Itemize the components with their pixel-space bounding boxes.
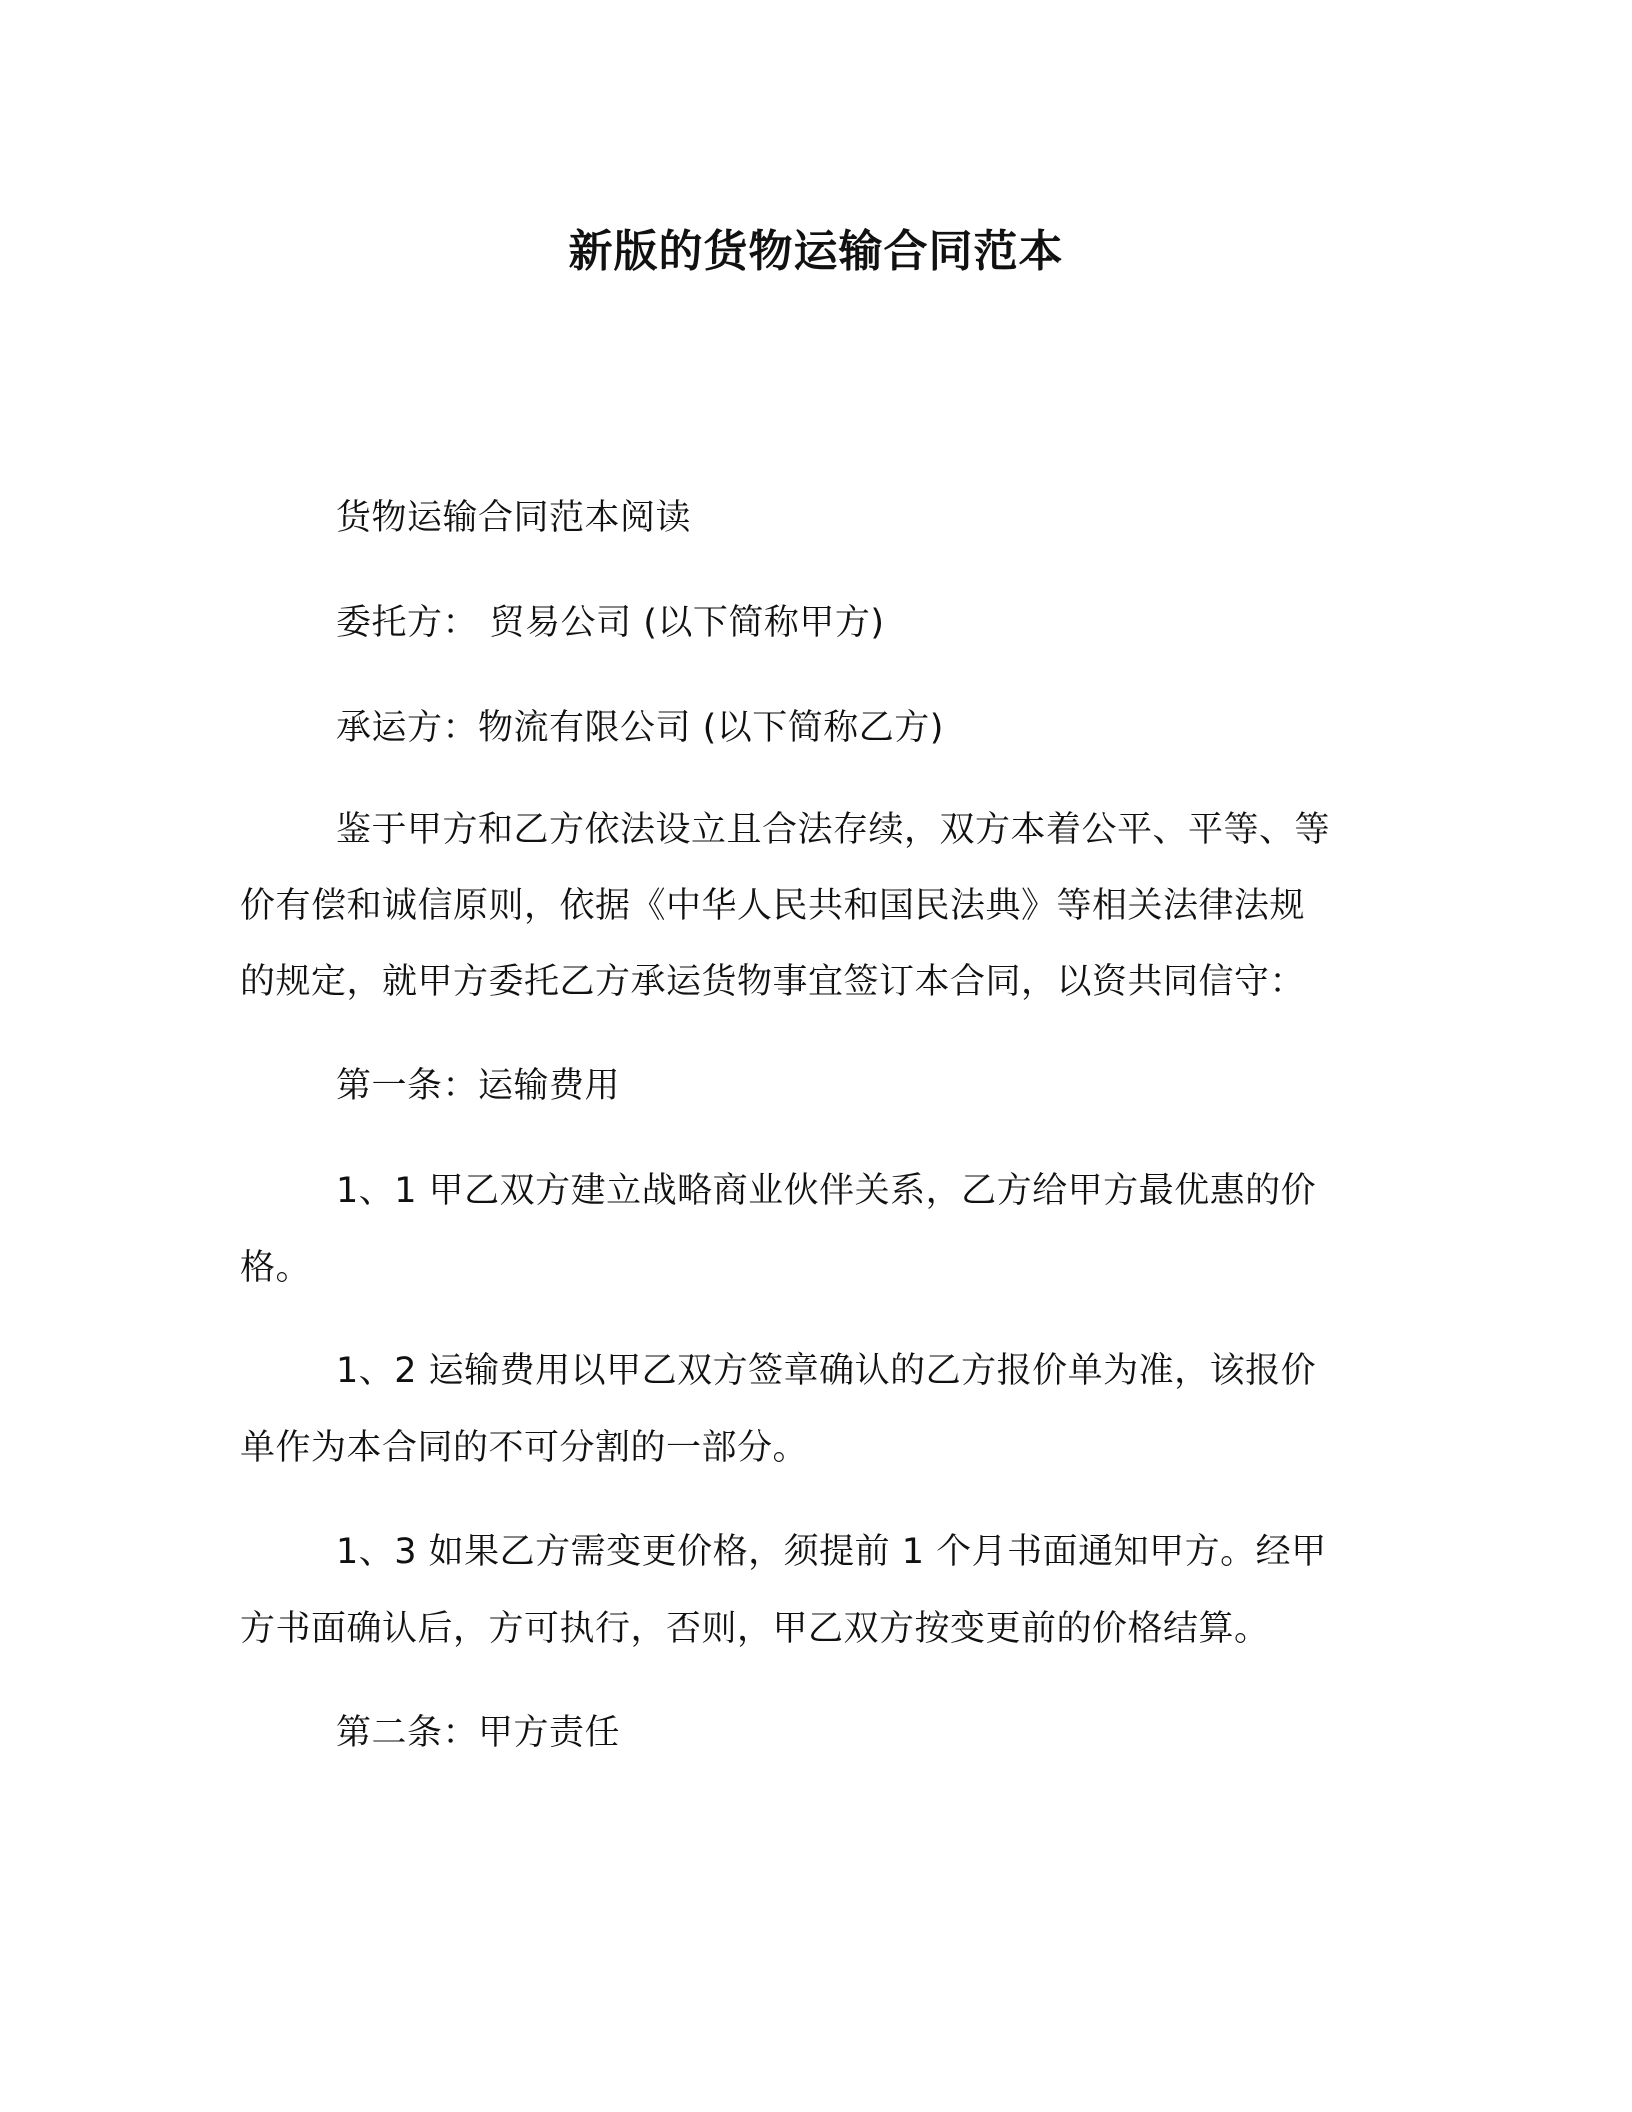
client-line: 委托方： 贸易公司 (以下简称甲方) [336, 603, 885, 643]
clause-1-2-line-2: 单作为本合同的不可分割的一部分。 [240, 1428, 809, 1468]
heading-read: 货物运输合同范本阅读 [336, 498, 692, 538]
carrier-line: 承运方：物流有限公司 (以下简称乙方) [336, 708, 944, 748]
clause-1-3-line-2: 方书面确认后，方可执行，否则，甲乙双方按变更前的价格结算。 [240, 1609, 1270, 1649]
clause-1-1-line-2: 格。 [240, 1248, 312, 1288]
preamble-line-1: 鉴于甲方和乙方依法设立且合法存续，双方本着公平、平等、等 [336, 810, 1331, 850]
clause-1-3-line-1: 1、3 如果乙方需变更价格，须提前 1 个月书面通知甲方。经甲 [336, 1532, 1327, 1572]
clause-1-2-line-1: 1、2 运输费用以甲乙双方签章确认的乙方报价单为准，该报价 [336, 1351, 1317, 1391]
preamble-line-3: 的规定，就甲方委托乙方承运货物事宜签订本合同，以资共同信守： [240, 962, 1306, 1002]
preamble-line-2: 价有偿和诚信原则，依据《中华人民共和国民法典》等相关法律法规 [240, 886, 1306, 926]
clause-1-1-line-1: 1、1 甲乙双方建立战略商业伙伴关系，乙方给甲方最优惠的价 [336, 1171, 1317, 1211]
document-title: 新版的货物运输合同范本 [568, 226, 1064, 277]
article-1-heading: 第一条：运输费用 [336, 1066, 621, 1106]
article-2-heading: 第二条：甲方责任 [336, 1713, 621, 1753]
